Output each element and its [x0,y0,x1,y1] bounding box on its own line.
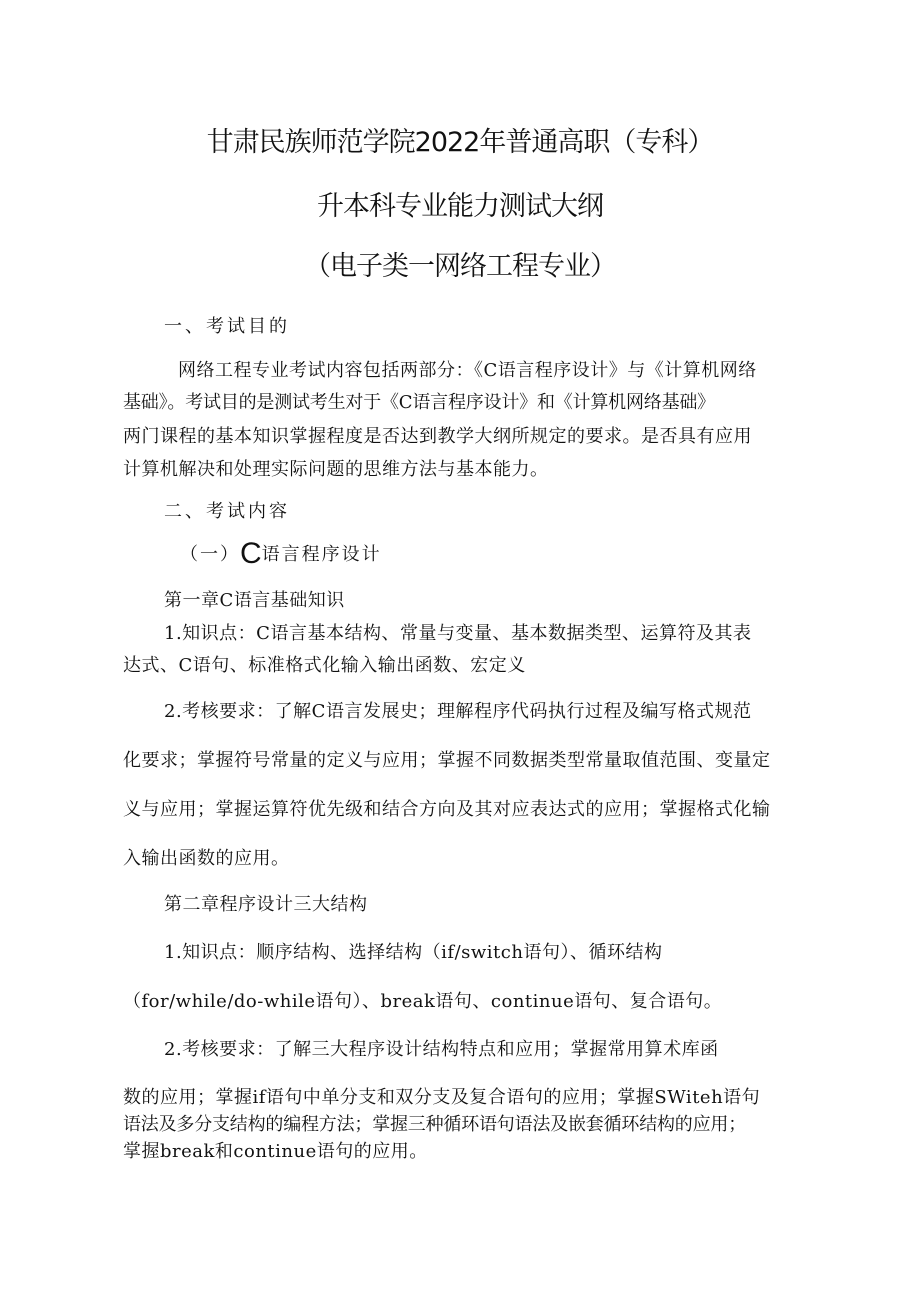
ch2-knowledge-line-2: （for/while/do-while语句）、break语句、continue语句、复合语句。 [123,991,723,1012]
purpose-para-line-1: 网络工程专业考试内容包括两部分：《C语言程序设计》与《计算机网络 [178,360,757,381]
ch1-knowledge-line-1: 1.知识点：C语言基本结构、常量与变量、基本数据类型、运算符及其表 [164,623,752,644]
subsection-c-programming [180,537,382,571]
ch1-requirement-line-4: 入输出函数的应用。 [123,848,290,869]
ch1-knowledge-line-2: 达式、C语句、标准格式化输入输出函数、宏定义 [123,655,526,676]
subsection-letter-c: C [240,537,262,570]
ch1-requirement-line-3: 义与应用；掌握运算符优先级和结合方向及其对应表达式的应用；掌握格式化输 [123,799,771,820]
ch1-requirement-line-2: 化要求；掌握符号常量的定义与应用；掌握不同数据类型常量取值范围、变量定 [123,750,771,771]
purpose-para-line-4: 计算机解决和处理实际问题的思维方法与基本能力。 [123,459,549,480]
subsection-title: 语言程序设计 [261,544,382,565]
purpose-para-line-2: 基础》。考试目的是测试考生对于《C语言程序设计》和《计算机网络基础》 [123,392,715,413]
ch2-requirement-line-1: 2.考核要求：了解三大程序设计结构特点和应用；掌握常用算术库函 [164,1039,719,1060]
chapter-2-title: 第二章程序设计三大结构 [164,894,368,915]
title-line-3: （电子类一网络工程专业） [304,251,616,282]
ch1-requirement-line-1: 2.考核要求：了解C语言发展史；理解程序代码执行过程及编写格式规范 [164,701,752,722]
purpose-para-line-3: 两门课程的基本知识掌握程度是否达到教学大纲所规定的要求。是否具有应用 [123,426,752,447]
ch2-requirement-line-3: 语法及多分支结构的编程方法；掌握三种循环语句语法及嵌套循环结构的应用； [123,1114,746,1135]
ch2-requirement-line-2: 数的应用；掌握if语句中单分支和双分支及复合语句的应用；掌握SWiteh语句 [123,1087,761,1108]
chapter-1-title: 第一章C语言基础知识 [164,590,345,611]
title-line-2: 升本科专业能力测试大纲 [317,191,603,222]
subsection-prefix: （一） [180,544,240,565]
title-line-1: 甘肃民族师范学院2022年普通高职（专科） [206,127,714,158]
section-heading-exam-content: 二、考试内容 [164,501,290,522]
ch2-requirement-line-4: 掌握break和continue语句的应用。 [123,1141,428,1162]
section-heading-exam-purpose: 一、考试目的 [164,316,290,337]
ch2-knowledge-line-1: 1.知识点：顺序结构、选择结构（if/switch语句）、循环结构 [164,942,663,963]
